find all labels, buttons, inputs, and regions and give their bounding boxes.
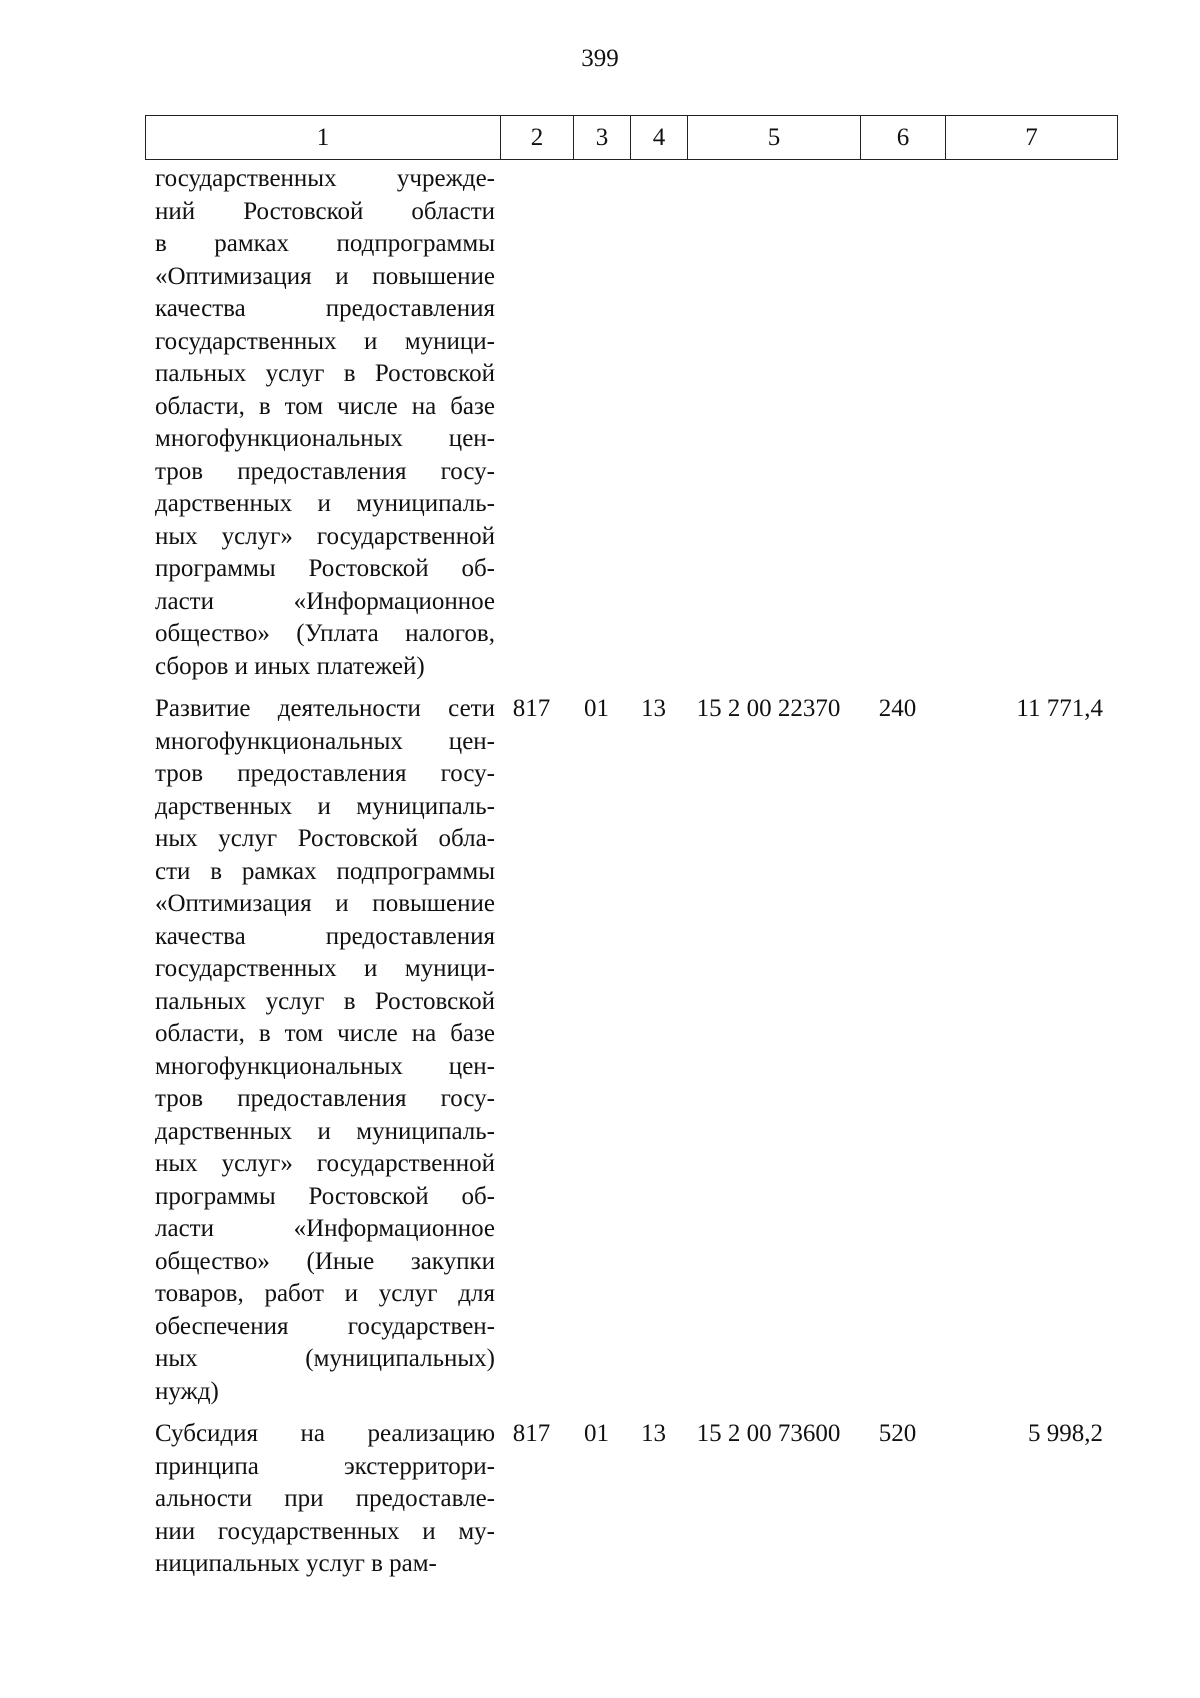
ministry-code-cell: 817 <box>512 1420 551 1447</box>
description-line: «Оптимизация и повышение <box>155 890 495 917</box>
section-code-cell: 01 <box>584 1420 609 1447</box>
table-row <box>145 1418 1123 1581</box>
row-description <box>145 1418 495 1581</box>
description-line: сти в рамках подпрограммы <box>155 857 495 885</box>
description-line: обеспечения государствен- <box>155 1312 495 1340</box>
description-line: тров предоставления госу- <box>155 760 495 787</box>
description-line: Субсидия на реализацию <box>155 1420 495 1447</box>
expense-type-cell: 240 <box>878 695 917 722</box>
description-line: принципа экстерритори- <box>155 1452 495 1480</box>
description-line: области, в том числе на базе <box>155 1020 495 1047</box>
row-description <box>145 693 495 1408</box>
description-line: нужд) <box>155 1377 219 1405</box>
subsection-code-cell: 13 <box>641 695 666 722</box>
description-line: государственных и муници- <box>155 327 495 355</box>
column-header-7: 7 <box>946 116 1118 160</box>
description-line: государственных учрежде- <box>155 165 495 192</box>
description-line: товаров, работ и услуг для <box>155 1280 495 1307</box>
description-line: ных услуг Ростовской обла- <box>155 825 495 852</box>
description-line: сборов и иных платежей) <box>155 652 425 680</box>
description-line: многофункциональных цен- <box>155 727 495 755</box>
description-line: нии государственных и му- <box>155 1517 495 1545</box>
amount-cell: 5 998,2 <box>1028 1420 1103 1447</box>
description-line: государственных и муници- <box>155 955 495 982</box>
column-header-6: 6 <box>861 116 946 160</box>
target-article-cell: 15 2 00 73600 <box>696 1420 841 1447</box>
description-line: программы Ростовской об- <box>155 1182 495 1210</box>
description-line: многофункциональных цен- <box>155 425 495 452</box>
description-line: тров предоставления госу- <box>155 457 495 485</box>
description-line: области, в том числе на базе <box>155 392 495 420</box>
column-header-5: 5 <box>688 116 861 160</box>
description-line: ласти «Информационное <box>155 1215 495 1242</box>
expense-type-cell: 520 <box>878 1420 917 1447</box>
description-line: альности при предоставле- <box>155 1485 495 1512</box>
description-line: общество» (Иные закупки <box>155 1247 495 1275</box>
description-line: дарственных и муниципаль- <box>155 490 495 517</box>
description-line: ниципальных услуг в рам- <box>155 1550 437 1577</box>
column-header-1: 1 <box>146 116 501 160</box>
description-line: ний Ростовской области <box>155 197 495 225</box>
column-header-3: 3 <box>574 116 631 160</box>
description-line: в рамках подпрограммы <box>155 230 495 257</box>
description-line: дарственных и муниципаль- <box>155 792 495 820</box>
description-line: программы Ростовской об- <box>155 555 495 582</box>
description-line: качества предоставления <box>155 295 495 322</box>
column-header-row <box>146 116 1118 160</box>
section-code-cell: 01 <box>584 695 609 722</box>
column-header-table <box>145 115 1118 160</box>
description-line: ных услуг» государственной <box>155 522 495 550</box>
table-row <box>145 693 1123 1408</box>
column-header-4: 4 <box>631 116 688 160</box>
description-line: дарственных и муниципаль- <box>155 1117 495 1145</box>
description-line: пальных услуг в Ростовской <box>155 360 495 387</box>
description-line: ных услуг» государственной <box>155 1150 495 1177</box>
description-line: общество» (Уплата налогов, <box>155 620 495 647</box>
description-line: Развитие деятельности сети <box>155 695 495 722</box>
ministry-code-cell: 817 <box>512 695 551 722</box>
table-row <box>145 163 1123 683</box>
subsection-code-cell: 13 <box>641 1420 666 1447</box>
amount-cell: 11 771,4 <box>1016 695 1103 722</box>
description-line: качества предоставления <box>155 922 495 950</box>
table-body <box>145 163 1123 1591</box>
description-line: «Оптимизация и повышение <box>155 262 495 290</box>
description-line: ных (муниципальных) <box>155 1345 495 1372</box>
page-number: 399 <box>581 45 619 72</box>
row-description <box>145 163 495 683</box>
description-line: тров предоставления госу- <box>155 1085 495 1112</box>
target-article-cell: 15 2 00 22370 <box>696 695 841 722</box>
description-line: ласти «Информационное <box>155 587 495 615</box>
description-line: многофункциональных цен- <box>155 1052 495 1080</box>
column-header-2: 2 <box>501 116 574 160</box>
description-line: пальных услуг в Ростовской <box>155 987 495 1015</box>
